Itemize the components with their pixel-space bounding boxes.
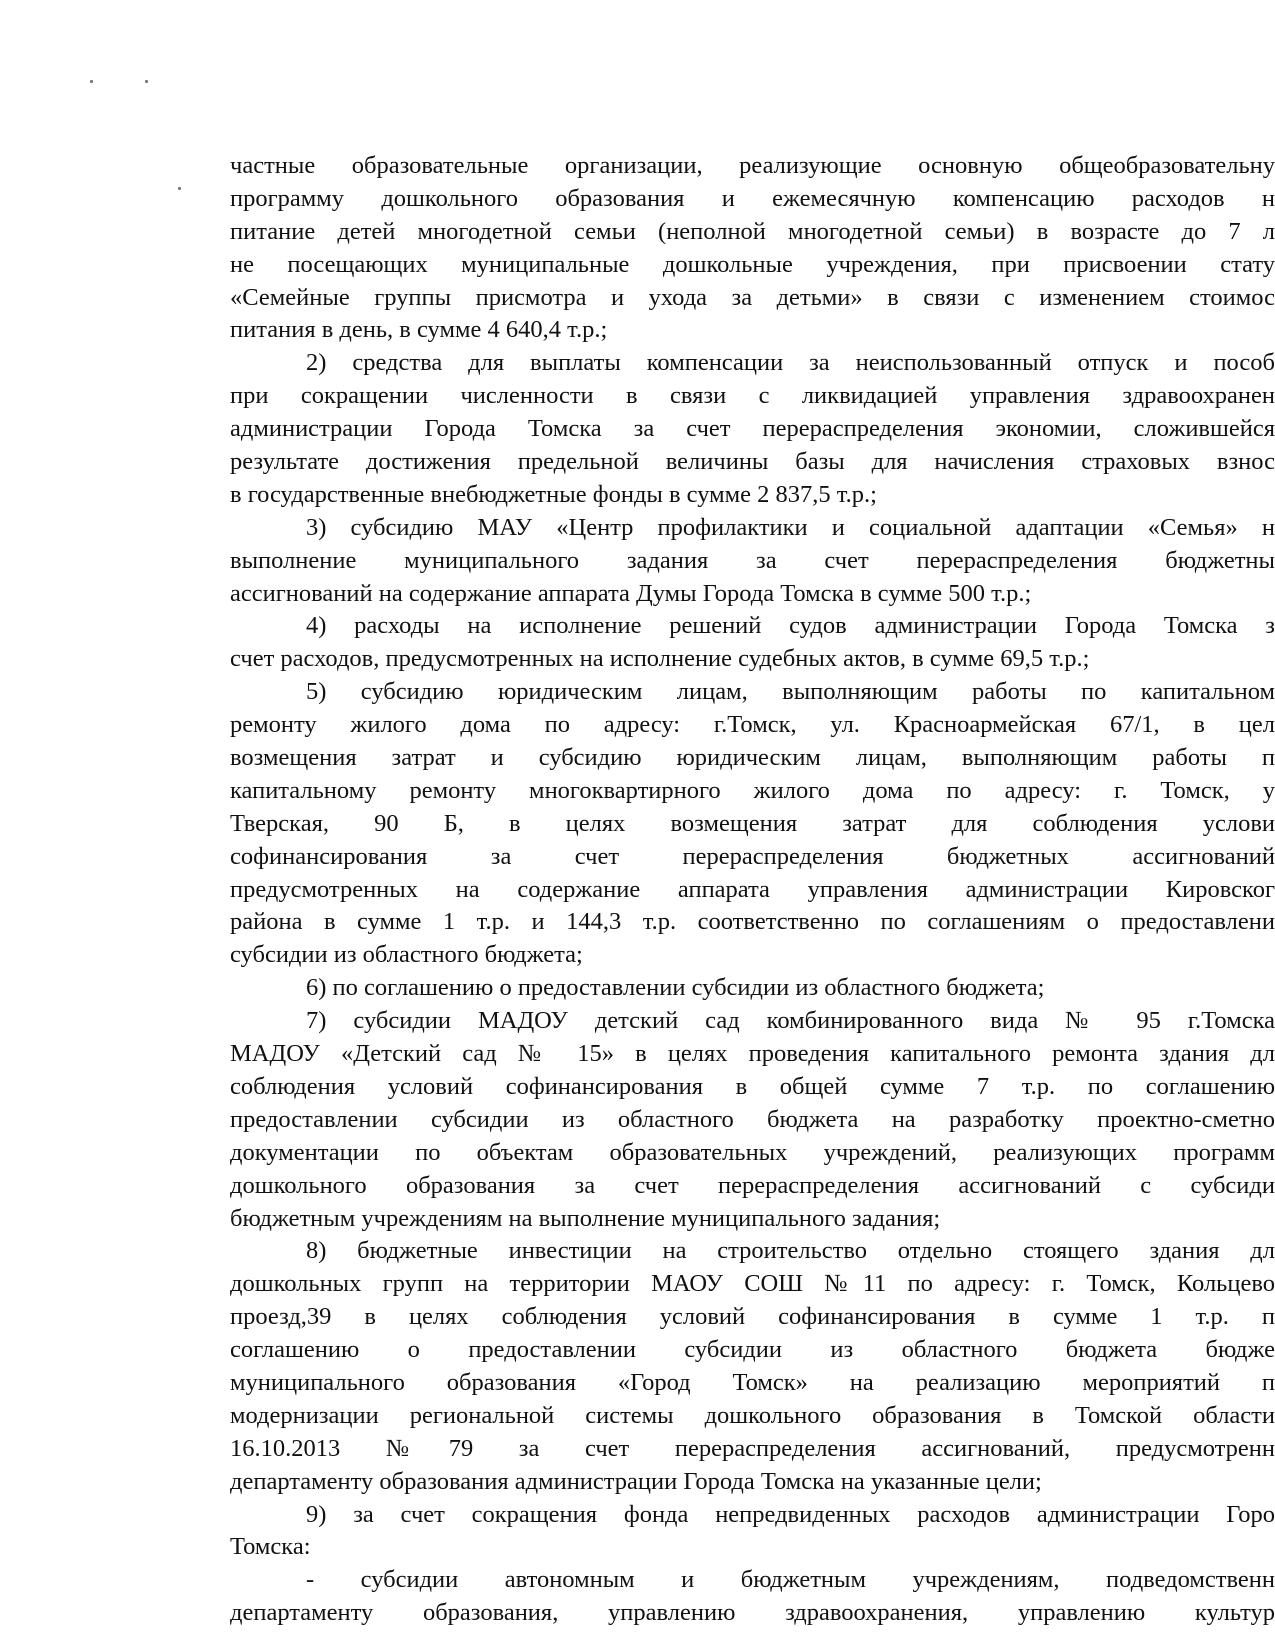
document-line: администрации Города Томска за счет перераспределения экономии, сложившейся [230,415,1275,443]
document-line: 2) средства для выплаты компенсации за неиспользованный отпуск и пособ [306,349,1275,377]
document-line: 4) расходы на исполнение решений судов администрации Города Томска з [306,612,1275,640]
document-line: района в сумме 1 т.р. и 144,3 т.р. соответственно по соглашениям о предоставлени [230,908,1275,936]
document-line: не посещающих муниципальные дошкольные учреждения, при присвоении стату [230,250,1275,278]
document-line: проезд,39 в целях соблюдения условий софинансирования в сумме 1 т.р. п [230,1303,1275,1331]
document-line: софинансирования за счет перераспределения бюджетных ассигнований [230,842,1275,870]
document-line: «Семейные группы присмотра и ухода за детьми» в связи с изменением стоимос [230,283,1275,311]
document-line: соблюдения условий софинансирования в общей сумме 7 т.р. по соглашению [230,1072,1275,1100]
document-line: возмещения затрат и субсидию юридическим лицам, выполняющим работы п [230,744,1275,772]
document-line: 9) за счет сокращения фонда непредвиденных расходов администрации Горо [306,1500,1275,1528]
document-line: субсидии из областного бюджета; [230,941,583,969]
document-line: 3) субсидию МАУ «Центр профилактики и социальной адаптации «Семья» н [306,513,1275,541]
document-line: - субсидии автономным и бюджетным учреждениям, подведомственн [306,1566,1275,1594]
scan-speck [90,80,93,83]
document-line: питание детей многодетной семьи (неполной многодетной семьи) в возрасте до 7 л [230,217,1275,245]
document-line: 8) бюджетные инвестиции на строительство отдельно стоящего здания дл [306,1237,1275,1265]
document-line: департаменту образования администрации Города Томска на указанные цели; [230,1467,1042,1495]
document-line: предоставлении субсидии из областного бюджета на разработку проектно-сметно [230,1105,1275,1133]
document-line: муниципального образования «Город Томск» на реализацию мероприятий п [230,1368,1275,1396]
document-line: питания в день, в сумме 4 640,4 т.р.; [230,316,608,344]
document-line: ассигнований на содержание аппарата Думы Города Томска в сумме 500 т.р.; [230,579,1032,607]
document-line: модернизации региональной системы дошкольного образования в Томской области [230,1401,1275,1429]
document-line: документации по объектам образовательных учреждений, реализующих программ [230,1138,1275,1166]
document-line: выполнение муниципального задания за счет перераспределения бюджетны [230,546,1275,574]
document-line: Томска: [230,1533,311,1561]
document-line: 6) по соглашению о предоставлении субсидии из областного бюджета; [306,974,1045,1002]
document-line: МАДОУ «Детский сад № 15» в целях проведения капитального ремонта здания дл [230,1040,1275,1068]
document-line: предусмотренных на содержание аппарата управления администрации Кировског [230,875,1275,903]
document-line: 16.10.2013 №79 за счет перераспределения ассигнований, предусмотренн [230,1434,1275,1462]
document-line: результате достижения предельной величины базы для начисления страховых взнос [230,448,1275,476]
document-line: программу дошкольного образования и ежемесячную компенсацию расходов н [230,184,1275,212]
document-line: дошкольных групп на территории МАОУ СОШ №11 по адресу: г. Томск, Кольцево [230,1270,1275,1298]
document-line: бюджетным учреждениям на выполнение муниципального задания; [230,1204,941,1232]
document-line: соглашению о предоставлении субсидии из областного бюджета бюдже [230,1336,1275,1364]
document-line: Тверская, 90 Б, в целях возмещения затрат для соблюдения услови [230,809,1275,837]
document-line: 7) субсидии МАДОУ детский сад комбинированного вида № 95 г.Томска [306,1007,1275,1035]
document-line: капитальному ремонту многоквартирного жилого дома по адресу: г. Томск, у [230,776,1275,804]
document-line: ремонту жилого дома по адресу: г.Томск, ул. Красноармейская 67/1, в цел [230,711,1275,739]
document-line: 5) субсидию юридическим лицам, выполняющим работы по капитальном [306,678,1275,706]
document-line: дошкольного образования за счет перераспределения ассигнований с субсиди [230,1171,1275,1199]
document-line: в государственные внебюджетные фонды в сумме 2 837,5 т.р.; [230,480,877,508]
scan-speck [145,80,148,83]
scan-speck [178,187,181,190]
document-line: счет расходов, предусмотренных на исполнение судебных актов, в сумме 69,5 т.р.; [230,645,1090,673]
document-line: при сокращении численности в связи с ликвидацией управления здравоохранен [230,382,1275,410]
document-body-text [230,150,1275,1630]
document-line: частные образовательные организации, реализующие основную общеобразовательну [230,152,1275,179]
document-line: департаменту образования, управлению здравоохранения, управлению культур [230,1599,1275,1627]
